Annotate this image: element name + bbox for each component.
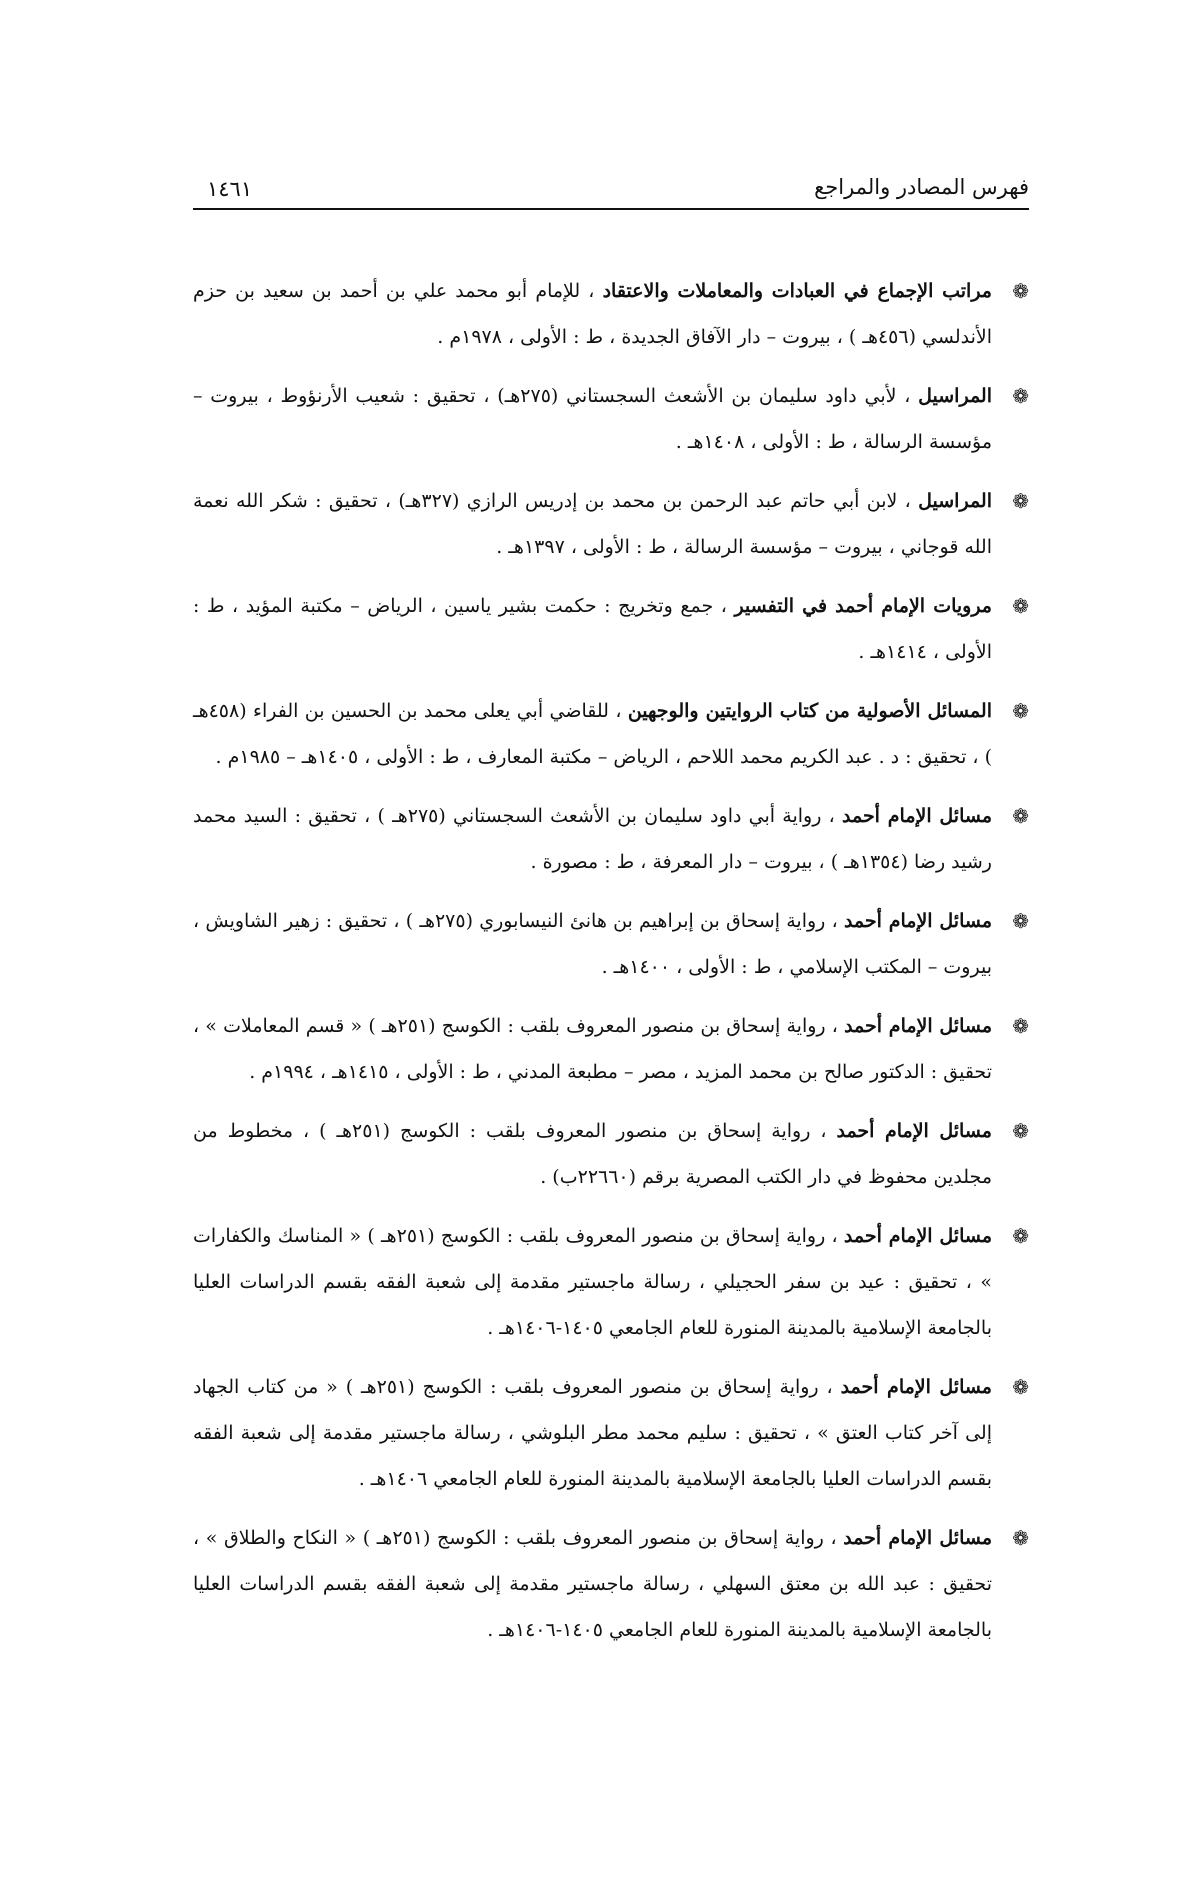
entry-details: ، رواية إسحاق بن منصور المعروف بلقب : الكوسج (٢٥١هـ ) « قسم المعاملات » ، تحقيق : الدكتور صالح بن محمد المزيد ، مصر – مطبعة المدني ، ط : الأولى ، ١٤١٥هـ ، ١٩٩٤م . bbox=[193, 1015, 992, 1083]
entry-details: ، لابن أبي حاتم عبد الرحمن بن محمد بن إدريس الرازي (٣٢٧هـ) ، تحقيق : شكر الله نعمة الله قوجاني ، بيروت – مؤسسة الرسالة ، ط : الأولى ، ١٣٩٧هـ . bbox=[193, 490, 992, 558]
flower-bullet-icon: ❁ bbox=[1012, 279, 1029, 303]
entry-title: مسائل الإمام أحمد bbox=[844, 1015, 992, 1037]
bibliography-entry bbox=[193, 793, 1029, 885]
flower-bullet-icon: ❁ bbox=[1012, 489, 1029, 513]
entry-title: مسائل الإمام أحمد bbox=[843, 1225, 992, 1247]
bibliography-entry bbox=[193, 268, 1029, 360]
header-title: فهرس المصادر والمراجع bbox=[814, 175, 1029, 199]
flower-bullet-icon: ❁ bbox=[1012, 1224, 1029, 1248]
entry-title: المراسيل bbox=[918, 385, 992, 407]
page-number: ١٤٦١ bbox=[207, 177, 253, 201]
entry-details: ، جمع وتخريج : حكمت بشير ياسين ، الرياض – مكتبة المؤيد ، ط : الأولى ، ١٤١٤هـ . bbox=[193, 595, 992, 663]
entry-details: ، رواية إسحاق بن إبراهيم بن هانئ النيسابوري (٢٧٥هـ ) ، تحقيق : زهير الشاويش ، بيروت – المكتب الإسلامي ، ط : الأولى ، ١٤٠٠هـ . bbox=[193, 910, 992, 978]
bibliography-entry bbox=[193, 1213, 1029, 1351]
entry-title: المراسيل bbox=[918, 490, 992, 512]
entry-title: مراتب الإجماع في العبادات والمعاملات والاعتقاد bbox=[602, 280, 992, 302]
entry-details: ، رواية إسحاق بن منصور المعروف بلقب : الكوسج (٢٥١هـ ) « من كتاب الجهاد إلى آخر كتاب العتق » ، تحقيق : سليم محمد مطر البلوشي ، رسالة ماجستير مقدمة إلى شعبة الفقه بقسم الدراسات العليا بالجامعة الإسلامية بالمدينة المنورة للعام الجامعي ١٤٠٦هـ . bbox=[193, 1376, 992, 1490]
bibliography-entry bbox=[193, 688, 1029, 780]
entry-title: مسائل الإمام أحمد bbox=[843, 1527, 992, 1549]
bibliography-entry bbox=[193, 1515, 1029, 1653]
bibliography-entry bbox=[193, 898, 1029, 990]
entry-title: مسائل الإمام أحمد bbox=[840, 1376, 992, 1398]
bibliography-list bbox=[193, 268, 1029, 1666]
entry-details: ، رواية إسحاق بن منصور المعروف بلقب : الكوسج (٢٥١هـ ) « المناسك والكفارات » ، تحقيق : عيد بن سفر الحجيلي ، رسالة ماجستير مقدمة إلى شعبة الفقه بقسم الدراسات العليا بالجامعة الإسلامية بالمدينة المنورة للعام الجامعي ١٤٠٥-١٤٠٦هـ . bbox=[193, 1225, 992, 1339]
flower-bullet-icon: ❁ bbox=[1012, 384, 1029, 408]
flower-bullet-icon: ❁ bbox=[1012, 909, 1029, 933]
entry-details: ، رواية أبي داود سليمان بن الأشعث السجستاني (٢٧٥هـ ) ، تحقيق : السيد محمد رشيد رضا (١٣٥٤هـ ) ، بيروت – دار المعرفة ، ط : مصورة . bbox=[193, 805, 992, 873]
header-divider bbox=[193, 208, 1029, 210]
entry-details: ، لأبي داود سليمان بن الأشعث السجستاني (٢٧٥هـ) ، تحقيق : شعيب الأرنؤوط ، بيروت – مؤسسة الرسالة ، ط : الأولى ، ١٤٠٨هـ . bbox=[193, 385, 992, 453]
bibliography-entry bbox=[193, 373, 1029, 465]
flower-bullet-icon: ❁ bbox=[1012, 1526, 1029, 1550]
flower-bullet-icon: ❁ bbox=[1012, 699, 1029, 723]
flower-bullet-icon: ❁ bbox=[1012, 1014, 1029, 1038]
bibliography-entry bbox=[193, 583, 1029, 675]
flower-bullet-icon: ❁ bbox=[1012, 1119, 1029, 1143]
bibliography-entry bbox=[193, 1364, 1029, 1502]
entry-title: مرويات الإمام أحمد في التفسير bbox=[734, 595, 992, 617]
flower-bullet-icon: ❁ bbox=[1012, 1375, 1029, 1399]
entry-details: ، رواية إسحاق بن منصور المعروف بلقب : الكوسج (٢٥١هـ ) « النكاح والطلاق » ، تحقيق : عبد الله بن معتق السهلي ، رسالة ماجستير مقدمة إلى شعبة الفقه بقسم الدراسات العليا بالجامعة الإسلامية بالمدينة المنورة للعام الجامعي ١٤٠٥-١٤٠٦هـ . bbox=[193, 1527, 992, 1641]
flower-bullet-icon: ❁ bbox=[1012, 804, 1029, 828]
flower-bullet-icon: ❁ bbox=[1012, 594, 1029, 618]
running-header bbox=[193, 172, 1029, 208]
entry-title: مسائل الإمام أحمد bbox=[841, 805, 993, 827]
bibliography-entry bbox=[193, 1108, 1029, 1200]
entry-title: مسائل الإمام أحمد bbox=[836, 1120, 992, 1142]
entry-details: ، للقاضي أبي يعلى محمد بن الحسين بن الفراء (٤٥٨هـ ) ، تحقيق : د . عبد الكريم محمد اللاحم ، الرياض – مكتبة المعارف ، ط : الأولى ، ١٤٠٥هـ – ١٩٨٥م . bbox=[193, 700, 992, 768]
entry-details: ، للإمام أبو محمد علي بن أحمد بن سعيد بن حزم الأندلسي (٤٥٦هـ ) ، بيروت – دار الآفاق الجديدة ، ط : الأولى ، ١٩٧٨م . bbox=[193, 280, 992, 348]
entry-title: المسائل الأصولية من كتاب الروايتين والوجهين bbox=[627, 700, 992, 722]
bibliography-entry bbox=[193, 1003, 1029, 1095]
entry-details: ، رواية إسحاق بن منصور المعروف بلقب : الكوسج (٢٥١هـ ) ، مخطوط من مجلدين محفوظ في دار الكتب المصرية برقم (٢٢٦٦٠ب) . bbox=[193, 1120, 992, 1188]
bibliography-entry bbox=[193, 478, 1029, 570]
entry-title: مسائل الإمام أحمد bbox=[843, 910, 992, 932]
